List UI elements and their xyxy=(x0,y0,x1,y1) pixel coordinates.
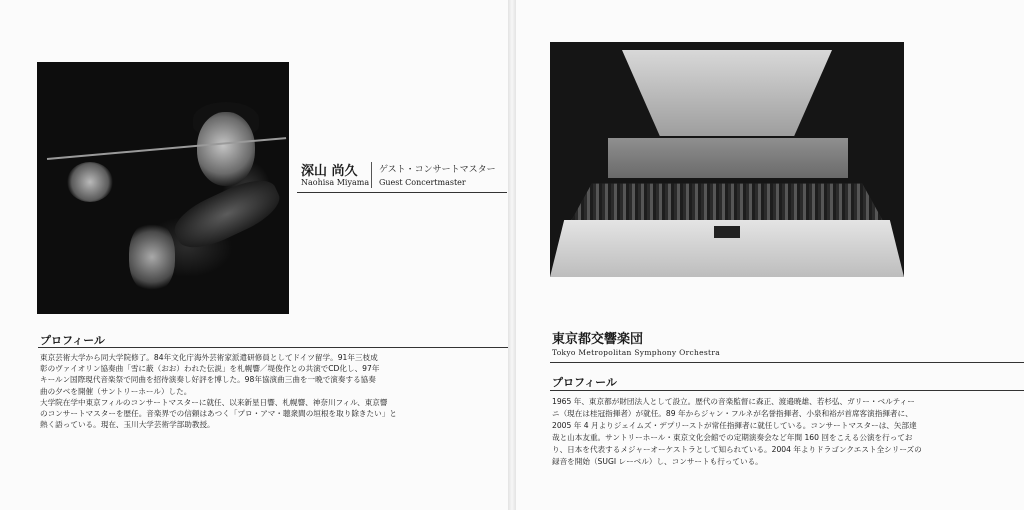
photo-bow-hand xyxy=(67,162,113,202)
soloist-role-jp: ゲスト・コンサートマスター xyxy=(379,165,496,175)
photo-ceiling xyxy=(622,50,832,136)
soloist-profile-text: 東京芸術大学から同大学院修了。84年文化庁海外芸術家派遣研修員としてドイツ留学。91年三枝成 彰のヴァイオリン協奏曲「雪に蔽（おお）われた伝説」を札幌響／堤俊作との共演でCD化し、97年 キールン国際現代音楽祭で同曲を招待演奏し好評を博した。98年協演曲三曲を一晩で演奏する協奏 曲の夕べを開催（サントリーホール）した。 大学院在学中東京フィルのコンサートマスターに就任、以来新星日響、札幌響、神奈川フィル、東京響 のコンサートマスターを歴任。音楽界での信頼はあつく「プロ・アマ・聴衆間の垣根を取り除きたい」と 熱く語っている。現在、玉川大学芸術学部助教授。 xyxy=(40,353,397,430)
soloist-profile-heading: プロフィール xyxy=(40,334,105,347)
orchestra-name-en: Tokyo Metropolitan Symphony Orchestra xyxy=(552,348,720,357)
orchestra-profile-text: 1965 年、東京都が財団法人として設立。歴代の音楽監督に森正、渡邉暁雄、若杉弘、ガリー・ベルティー ニ（現在は桂冠指揮者）が就任。89 年からジャン・フルネが名誉指揮者、小泉和裕が首席客演指揮者に、 2005 年 4 月よりジェイムズ・デプリーストが常任指揮者に就任している。コンサートマスターは、矢部達 哉と山本友重。サントリーホール・東京文化会館での定期演奏会など年間 160 回をこえる公演を行ってお り、日本を代表するメジャーオーケストラとして知られている。2004 年よりドラゴンクエスト全シリーズの 録音を開始（SUGI レーベル）し、コンサートも行っている。 xyxy=(552,397,922,466)
orchestra-photo xyxy=(550,42,904,277)
soloist-role-en: Guest Concertmaster xyxy=(379,178,466,187)
name-rule xyxy=(297,192,507,193)
photo-face xyxy=(197,112,255,186)
page-gutter xyxy=(508,0,516,510)
orchestra-name-rule xyxy=(550,362,1024,363)
soloist-name-en: Naohisa Miyama xyxy=(301,178,370,187)
right-page xyxy=(516,0,1024,510)
soloist-name-jp: 深山 尚久 xyxy=(301,164,358,179)
photo-finger-hand xyxy=(129,222,175,292)
left-page xyxy=(0,0,508,510)
photo-back-wall xyxy=(608,138,848,178)
orchestra-profile-heading: プロフィール xyxy=(552,376,617,389)
soloist-profile-rule xyxy=(38,347,508,348)
photo-podium xyxy=(714,226,740,238)
orchestra-profile-rule xyxy=(550,390,1024,391)
orchestra-name-jp: 東京都交響楽団 xyxy=(552,332,644,347)
name-divider xyxy=(371,162,372,188)
violinist-photo xyxy=(37,62,289,314)
